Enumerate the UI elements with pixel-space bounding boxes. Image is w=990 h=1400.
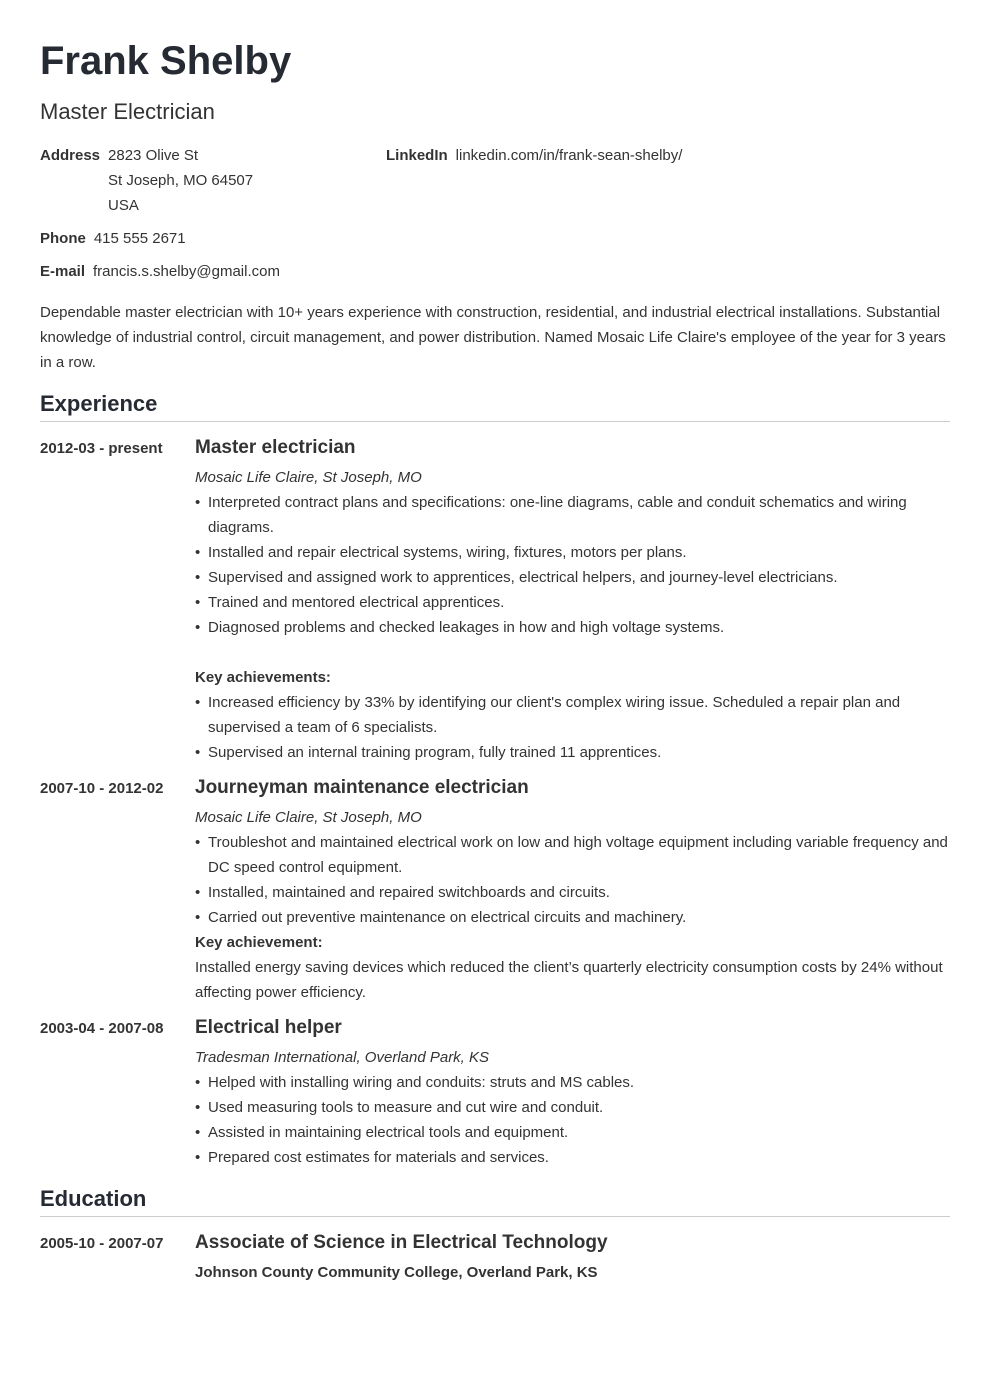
school: Johnson County Community College, Overland Park, KS bbox=[195, 1264, 598, 1281]
contact-block bbox=[40, 143, 950, 282]
entry-dates: 2005-10 - 2007-07 bbox=[40, 1235, 164, 1252]
address-line: St Joseph, MO 64507 bbox=[108, 172, 254, 189]
experience-heading: Experience bbox=[40, 389, 950, 422]
list-item: • Installed, maintained and repaired switchboards and circuits. bbox=[195, 880, 950, 905]
phone-value: 415 555 2671 bbox=[93, 230, 186, 247]
list-item: • Supervised and assigned work to apprentices, electrical helpers, and journey-level electricians. bbox=[195, 565, 950, 590]
address-label: Address bbox=[40, 147, 101, 164]
entry-body bbox=[195, 1228, 950, 1285]
education-entry bbox=[40, 1228, 950, 1285]
entry-body bbox=[195, 433, 950, 765]
list-item: • Trained and mentored electrical apprentices. bbox=[195, 590, 950, 615]
key-achievement-heading: Key achievement: bbox=[195, 934, 323, 951]
entry-dates: 2007-10 - 2012-02 bbox=[40, 780, 164, 797]
job-title: Journeyman maintenance electrician bbox=[195, 777, 529, 798]
email-label: E-mail bbox=[40, 263, 86, 280]
linkedin-label: LinkedIn bbox=[386, 147, 448, 164]
list-item: • Diagnosed problems and checked leakages in how and high voltage systems. bbox=[195, 615, 950, 640]
duties-list bbox=[195, 490, 950, 640]
achievements-list bbox=[195, 690, 950, 765]
phone-label: Phone bbox=[40, 230, 86, 247]
list-item: • Increased efficiency by 33% by identifying our client's complex wiring issue. Scheduled a repair plan and supervised a team of 6 specialists. bbox=[195, 690, 950, 740]
list-item: • Interpreted contract plans and specifications: one-line diagrams, cable and conduit schematics and wiring diagrams. bbox=[195, 490, 950, 540]
entry-dates: 2012-03 - present bbox=[40, 440, 163, 457]
key-achievement-text: Installed energy saving devices which reduced the client’s quarterly electricity consumption costs by 24% without affecting power efficiency. bbox=[195, 959, 943, 1001]
degree: Associate of Science in Electrical Technology bbox=[195, 1232, 608, 1253]
key-achievements-heading: Key achievements: bbox=[195, 669, 331, 686]
candidate-name: Frank Shelby bbox=[40, 39, 292, 83]
company: Mosaic Life Claire, St Joseph, MO bbox=[195, 809, 422, 826]
company: Tradesman International, Overland Park, KS bbox=[195, 1049, 490, 1066]
linkedin-link[interactable]: linkedin.com/in/frank-sean-shelby/ bbox=[455, 147, 683, 164]
duties-list bbox=[195, 830, 950, 930]
list-item: • Used measuring tools to measure and cut wire and conduit. bbox=[195, 1095, 950, 1120]
address-line: 2823 Olive St bbox=[108, 147, 199, 164]
education-heading: Education bbox=[40, 1184, 950, 1217]
list-item: • Prepared cost estimates for materials and services. bbox=[195, 1145, 950, 1170]
candidate-title: Master Electrician bbox=[40, 99, 215, 124]
phone-row bbox=[40, 226, 186, 251]
list-item: • Carried out preventive maintenance on electrical circuits and machinery. bbox=[195, 905, 950, 930]
job-title: Master electrician bbox=[195, 437, 356, 458]
email-row bbox=[40, 259, 280, 284]
list-item: • Troubleshot and maintained electrical work on low and high voltage equipment including variable frequency and DC speed control equipment. bbox=[195, 830, 950, 880]
address-value bbox=[108, 143, 253, 218]
experience-entry bbox=[40, 433, 950, 765]
job-title: Electrical helper bbox=[195, 1017, 342, 1038]
list-item: • Installed and repair electrical systems, wiring, fixtures, motors per plans. bbox=[195, 540, 950, 565]
experience-entry bbox=[40, 1013, 950, 1170]
entry-body bbox=[195, 773, 950, 1005]
list-item: • Assisted in maintaining electrical tools and equipment. bbox=[195, 1120, 950, 1145]
company: Mosaic Life Claire, St Joseph, MO bbox=[195, 469, 422, 486]
entry-dates: 2003-04 - 2007-08 bbox=[40, 1020, 164, 1037]
list-item: • Helped with installing wiring and conduits: struts and MS cables. bbox=[195, 1070, 950, 1095]
duties-list bbox=[195, 1070, 950, 1170]
address-row bbox=[40, 143, 253, 218]
address-line: USA bbox=[108, 197, 139, 214]
entry-body bbox=[195, 1013, 950, 1170]
experience-entry bbox=[40, 773, 950, 1005]
list-item: • Supervised an internal training program, fully trained 11 apprentices. bbox=[195, 740, 950, 765]
professional-summary: Dependable master electrician with 10+ years experience with construction, residential, and industrial electrical installations. Substantial knowledge of industrial control, circuit management, and power distribution. Named Mosaic Life Claire's employee of the year for 3 years in a row. bbox=[40, 304, 946, 371]
email-link[interactable]: francis.s.shelby@gmail.com bbox=[93, 263, 280, 280]
linkedin-row bbox=[386, 143, 682, 168]
